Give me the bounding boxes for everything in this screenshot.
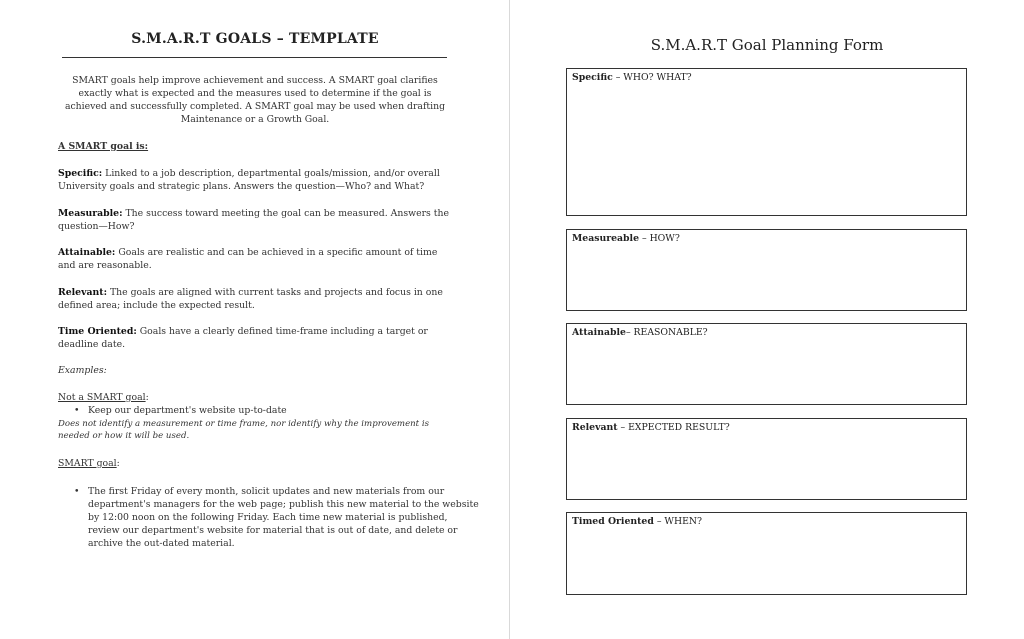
measureable-box[interactable] (566, 229, 967, 311)
definition-text: The goals are aligned with current tasks and projects and focus in one defined area; include the expected result. (58, 287, 443, 311)
box-label-rest: – WHEN? (653, 516, 702, 527)
definition-text: Linked to a job description, departmental goals/mission, and/or overall University goals and strategic plans. Answers the question—Who? and What? (58, 168, 440, 192)
page-divider (509, 0, 510, 639)
box-label (572, 72, 692, 83)
attainable-box[interactable] (566, 323, 967, 405)
smart-goal-heading-text: SMART goal (58, 458, 117, 469)
box-label-rest: – HOW? (639, 233, 680, 244)
box-label-rest: – REASONABLE? (625, 327, 708, 338)
title-rule (62, 57, 447, 58)
definition-term: Attainable: (58, 247, 116, 258)
box-label-bold: Attainable (572, 327, 626, 338)
definition-term: Specific: (58, 168, 103, 179)
intro-paragraph: SMART goals help improve achievement and success. A SMART goal clarifies exactly what is expected and the measures used to determine if the goal is achieved and successfully completed. A SMART goal may be used when drafting Maintenance or a Growth Goal. (64, 75, 446, 125)
smart-goal-heading (58, 457, 452, 470)
box-label (572, 327, 708, 338)
form-title: S.M.A.R.T Goal Planning Form (650, 36, 884, 54)
examples-label: Examples: (58, 365, 107, 376)
not-smart-heading (58, 391, 452, 404)
box-label-bold: Measureable (572, 233, 640, 244)
smart-goal-bullet: • The first Friday of every month, solicit updates and new materials from our department's managers for the web page; publish this new material to the website by 12:00 noon on the following Friday. Each time new material is published, review our department's website for material that is out of date, and delete or archive the out-dated material. (58, 485, 482, 550)
definition-text: Goals have a clearly defined time-frame including a target or deadline date. (58, 326, 428, 350)
box-label-rest: – EXPECTED RESULT? (617, 422, 730, 433)
smart-heading: A SMART goal is: (58, 141, 149, 152)
definition-relevant (58, 286, 452, 312)
definition-time-oriented (58, 325, 452, 351)
box-label (572, 516, 702, 527)
definition-attainable (58, 246, 452, 272)
definition-term: Relevant: (58, 287, 107, 298)
relevant-box[interactable] (566, 418, 967, 500)
left-page (0, 0, 509, 639)
definition-term: Measurable: (58, 208, 123, 219)
definition-text: The success toward meeting the goal can be measured. Answers the question—How? (58, 208, 449, 232)
page-title: S.M.A.R.T GOALS – TEMPLATE (131, 31, 379, 47)
not-smart-note: Does not identify a measurement or time frame, nor identify why the improvement is needed or how it will be used. (58, 419, 430, 441)
not-smart-heading-text: Not a SMART goal (58, 392, 146, 403)
specific-box[interactable] (566, 68, 967, 216)
box-label (572, 233, 680, 244)
not-smart-bullet: • Keep our department's website up-to-date (58, 404, 482, 417)
definition-term: Time Oriented: (58, 326, 137, 337)
timed-oriented-box[interactable] (566, 512, 967, 595)
definition-measurable (58, 207, 452, 233)
box-label-bold: Timed Oriented (572, 516, 654, 527)
smart-goal-heading-colon: : (116, 458, 120, 469)
not-smart-heading-colon: : (145, 392, 149, 403)
box-label (572, 422, 730, 433)
definition-text: Goals are realistic and can be achieved in a specific amount of time and are reasonable. (58, 247, 438, 271)
definition-specific (58, 167, 452, 193)
box-label-bold: Relevant (572, 422, 618, 433)
box-label-rest: – WHO? WHAT? (612, 72, 692, 83)
box-label-bold: Specific (572, 72, 613, 83)
